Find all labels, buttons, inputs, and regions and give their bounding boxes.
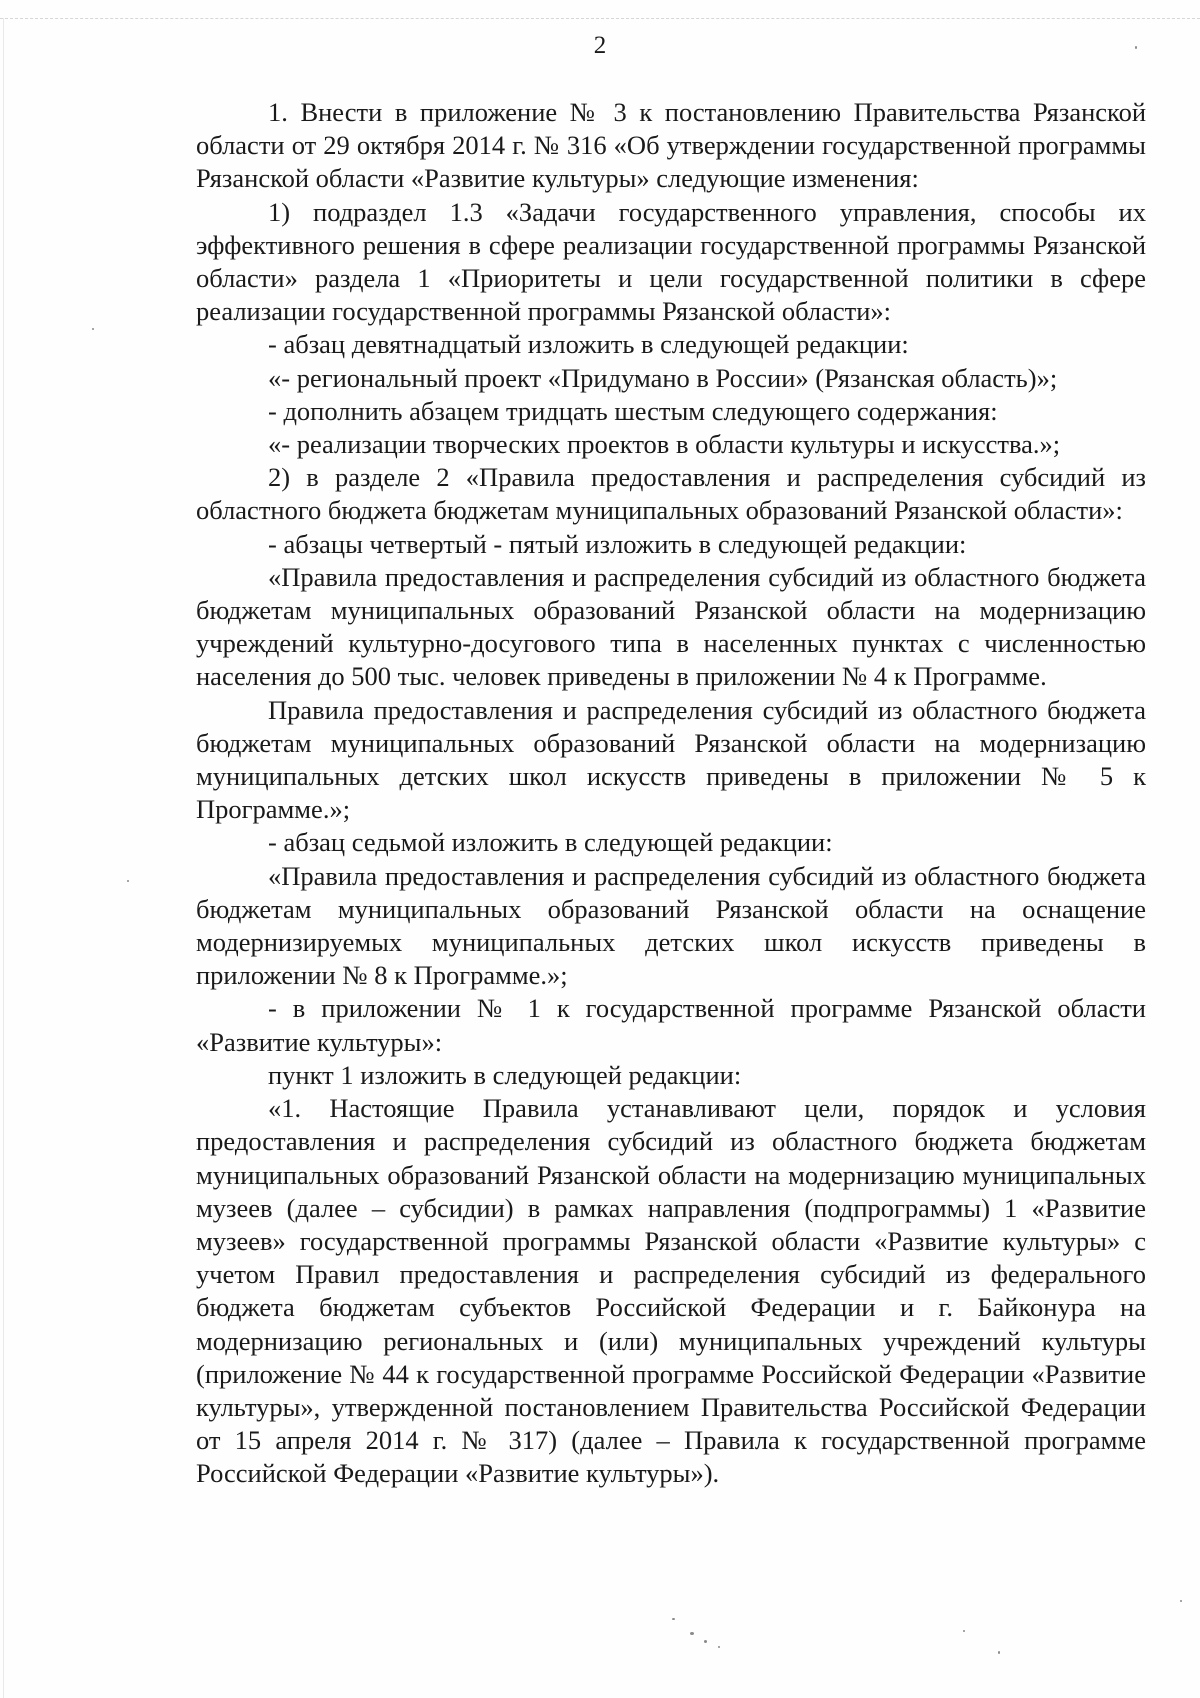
scan-speck — [1180, 1600, 1182, 1602]
paragraph-7: 2) в разделе 2 «Правила предоставления и распределения субсидий из областного бюджета бюджетам муниципальных образований Рязанской области»: — [196, 462, 1146, 526]
paragraph-15: «1. Настоящие Правила устанавливают цели, порядок и условия предоставления и распределения субсидий из областного бюджета бюджетам муниципальных образований Рязанской области на модернизацию муниципальных музеев (далее – субсидии) в рамках направления (подпрограммы) 1 «Развитие музеев» государственной программы Рязанской области «Развитие культуры» с учетом Правил предоставления и распределения субсидий из федерального бюджета бюджетам субъектов Российской Федерации и г. Байконура на модернизацию региональных и (или) муниципальных учреждений культуры (приложение № 44 к государственной программе Российской Федерации «Развитие культуры», утвержденной постановлением Правительства Российской Федерации от 15 апреля 2014 г. № 317) (далее – Правила к государственной программе Российской Федерации «Развитие культуры»). — [196, 1093, 1146, 1489]
paragraph-5: - дополнить абзацем тридцать шестым следующего содержания: — [268, 395, 998, 426]
page-number: 2 — [593, 32, 607, 59]
paragraph-6: «- реализации творческих проектов в области культуры и искусства.»; — [268, 429, 1061, 460]
scan-top-edge — [0, 18, 1200, 19]
paragraph-3: - абзац девятнадцатый изложить в следующей редакции: — [268, 329, 909, 360]
scan-speck — [718, 1646, 720, 1648]
paragraph-1: 1. Внести в приложение № 3 к постановлению Правительства Рязанской области от 29 октября 2014 г. № 316 «Об утверждении государственной программы Рязанской области «Развитие культуры» следующие изменения: — [196, 97, 1146, 194]
paragraph-9: «Правила предоставления и распределения субсидий из областного бюджета бюджетам муниципальных образований Рязанской области на модернизацию учреждений культурно-досугового типа в населенных пунктах с численностью населения до 500 тыс. человек приведены в приложении № 4 к Программе. — [196, 561, 1146, 692]
paragraph-2: 1) подраздел 1.3 «Задачи государственного управления, способы их эффективного решения в сфере реализации государственной программы Рязанской области» раздела 1 «Приоритеты и цели государственной политики в сфере реализации государственной программы Рязанской области»: — [196, 196, 1146, 327]
scan-speck — [127, 880, 129, 882]
paragraph-8: - абзацы четвертый - пятый изложить в следующей редакции: — [268, 528, 967, 559]
paragraph-13: - в приложении № 1 к государственной программе Рязанской области «Развитие культуры»: — [196, 993, 1146, 1057]
scan-speck — [963, 1630, 965, 1632]
paragraph-12: «Правила предоставления и распределения субсидий из областного бюджета бюджетам муниципальных образований Рязанской области на оснащение модернизируемых муниципальных детских школ искусств приведены в приложении № 8 к Программе.»; — [196, 860, 1146, 991]
paragraph-11: - абзац седьмой изложить в следующей редакции: — [268, 827, 833, 858]
scan-speck — [704, 1640, 707, 1643]
scan-speck — [672, 1618, 675, 1620]
scan-speck — [92, 328, 94, 330]
paragraph-4: «- региональный проект «Придумано в России» (Рязанская область)»; — [268, 362, 1058, 393]
paragraph-10: Правила предоставления и распределения субсидий из областного бюджета бюджетам муниципальных образований Рязанской области на модернизацию муниципальных детских школ искусств приведены в приложении № 5 к Программе.»; — [196, 694, 1146, 825]
document-body — [196, 96, 1146, 1491]
paragraph-14: пункт 1 изложить в следующей редакции: — [268, 1059, 742, 1090]
scan-speck — [998, 1651, 1000, 1654]
scan-left-edge — [3, 18, 4, 1698]
scan-speck — [1135, 46, 1137, 49]
scan-speck — [690, 1632, 694, 1635]
